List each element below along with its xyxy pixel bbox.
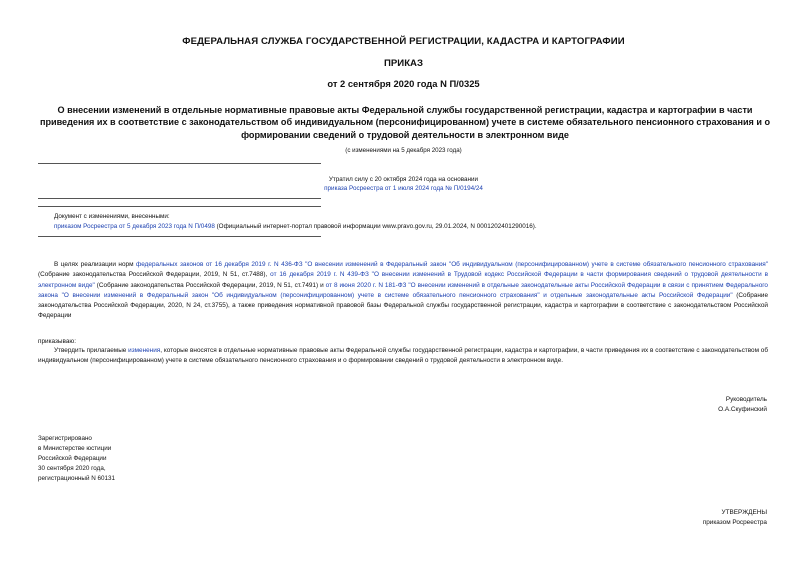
registration-block (38, 434, 115, 484)
law-436-link[interactable]: федеральных законов от 16 декабря 2019 г. N 436-ФЗ "О внесении изменений в Федеральный закон "Об индивидуальном (персонифицированном) учете в системе обязательного пенсионного страхования" (136, 261, 768, 268)
preamble-text: (Собрание законодательства Российской Федерации, 2019, N 51, ст.7491) и (94, 281, 326, 289)
signatory-name: О.А.Скуфинский (718, 406, 767, 413)
divider-line (38, 198, 321, 199)
registration-line: Российской Федерации (38, 455, 107, 463)
document-type: ПРИКАЗ (384, 58, 423, 69)
divider-line (38, 206, 321, 207)
amendments-label: Документ с изменениями, внесенными: (54, 213, 170, 220)
preamble-text: В целях реализации норм (54, 261, 136, 268)
operative-paragraph (38, 346, 768, 367)
lost-force-text: Утратил силу с 20 октября 2024 года на основании (328, 176, 479, 183)
document-date-number: от 2 сентября 2020 года N П/0325 (327, 78, 480, 89)
approved-by: приказом Росреестра (702, 519, 767, 526)
registration-line: в Министерстве юстиции (38, 445, 112, 453)
lost-force-link[interactable]: приказа Росреестра от 1 июля 2024 года № П/0194/24 (324, 185, 483, 192)
divider-line (38, 236, 321, 237)
registration-line: регистрационный N 60131 (38, 475, 116, 483)
amendment-source: (Официальный интернет-портал правовой информации www.pravo.gov.ru, 29.01.2024, N 0001202401290016). (214, 223, 537, 230)
preamble-paragraph (38, 260, 768, 322)
law-439-link[interactable]: от 16 декабря 2019 г. N 439-ФЗ "О внесении изменений в Трудовой кодекс Российской Федерации в части формирования сведений о трудовой деятельности в электронном виде" (38, 271, 768, 289)
amendments-line (54, 223, 537, 230)
operative-text: Утвердить прилагаемые (54, 347, 129, 354)
revision-note: (с изменениями на 5 декабря 2023 года) (345, 147, 462, 154)
document-title: О внесении изменений в отдельные нормативные правовые акты Федеральной службы государственной регистрации, кадастра и картографии в части приведения их в соответствие с законодательством об индивидуальном (персонифицированном) учете в системе обязательного пенсионного страхования и о формировании сведений о трудовой деятельности в электронном виде (39, 105, 771, 140)
changes-link[interactable]: изменения (128, 347, 161, 354)
preamble-text: (Собрание законодательства Российской Федерации, 2020, N 24, ст.3755), а также приведения нормативной правовой базы Федеральной службы государственной регистрации, кадастра и картографии в соответствие с законодательством Российской Федерации (38, 291, 768, 320)
registration-line: Зарегистрировано (38, 435, 92, 442)
law-181-link[interactable]: от 8 июня 2020 г. N 181-ФЗ "О внесении изменений в отдельные законодательные акты Российской Федерации в связи с принятием Федерального закона "О внесении изменений в Федеральный закон "Об индивидуальном (персонифицированном) учете в системе обязательного пенсионного страхования" и отдельные законодательные акты Российской Федерации" (38, 281, 768, 299)
preamble-text: (Собрание законодательства Российской Федерации, 2019, N 51, ст.7488), (38, 271, 271, 279)
approved-label: УТВЕРЖДЕНЫ (721, 509, 767, 516)
registration-line: 30 сентября 2020 года, (38, 465, 106, 473)
amendment-link[interactable]: приказом Росреестра от 5 декабря 2023 года N П/0498 (54, 223, 215, 230)
agency-name: ФЕДЕРАЛЬНАЯ СЛУЖБА ГОСУДАРСТВЕННОЙ РЕГИСТРАЦИИ, КАДАСТРА И КАРТОГРАФИИ (182, 36, 625, 47)
orders-word: приказываю: (38, 338, 76, 345)
operative-text: , которые вносятся в отдельные нормативные правовые акты Федеральной службы государственной регистрации, кадастра и картографии, в части приведения их в соответствие с законодательством об индивидуальном (персонифицированном) учете в системе обязательного пенсионного страхования и о формировании сведений о трудовой деятельности в электронном виде. (38, 347, 768, 365)
divider-line (38, 163, 321, 164)
signatory-position: Руководитель (725, 396, 767, 403)
